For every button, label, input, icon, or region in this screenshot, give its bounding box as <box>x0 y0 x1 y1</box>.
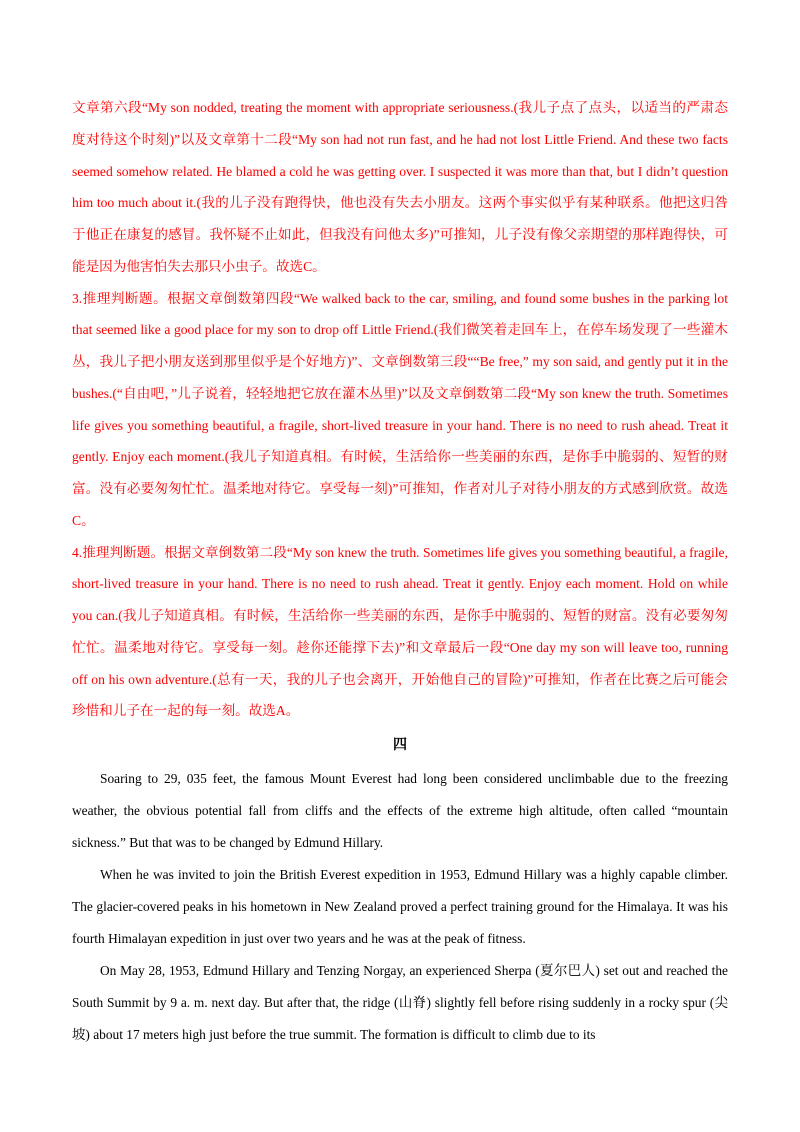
document-page <box>72 92 728 1051</box>
answer-para-2-continued: 文章第六段“My son nodded, treating the moment with appropriate seriousness.(我儿子点了点头，以适当的严肃态度对待这个时刻)”以及文章第十二段“My son had not run fast, and he had not lost Little Friend. And these two facts seemed somehow related. He blamed a cold he was getting over. I suspected it was more than that, but I didn’t question him too much about it.(我的儿子没有跑得快，他也没有失去小朋友。这两个事实似乎有某种联系。他把这归咎于他正在康复的感冒。我怀疑不止如此，但我没有问他太多)”可推知，儿子没有像父亲期望的那样跑得快，可能是因为他害怕失去那只小虫子。故选C。 <box>72 100 728 274</box>
passage-paragraph-1: Soaring to 29, 035 feet, the famous Mount Everest had long been considered unclimbable due to the freezing weather, the obvious potential fall from cliffs and the effects of the extreme high altitude, often called “mountain sickness.” But that was to be changed by Edmund Hillary. <box>72 771 728 850</box>
passage-paragraph-3: On May 28, 1953, Edmund Hillary and Tenzing Norgay, an experienced Sherpa (夏尔巴人) set out and reached the South Summit by 9 a. m. next day. But after that, the ridge (山脊) slightly fell before rising suddenly in a rocky spur (尖坡) about 17 meters high just before the true summit. The formation is difficult to climb due to its <box>72 963 728 1042</box>
section-heading: 四 <box>393 738 407 753</box>
answer-para-4: 4.推理判断题。根据文章倒数第二段“My son knew the truth. Sometimes life gives you something beautiful, a fragile, short-lived treasure in your hand. There is no need to rush ahead. Treat it gently. Enjoy each moment. Hold on while you can.(我儿子知道真相。有时候，生活给你一些美丽的东西，是你手中脆弱的、短暂的财富。没有必要匆匆忙忙。温柔地对待它。享受每一刻。趁你还能撑下去)”和文章最后一段“One day my son will leave too, running off on his own adventure.(总有一天，我的儿子也会离开，开始他自己的冒险)”可推知，作者在比赛之后可能会珍惜和儿子在一起的每一刻。故选A。 <box>72 544 728 719</box>
passage-paragraph-2: When he was invited to join the British Everest expedition in 1953, Edmund Hillary was a highly capable climber. The glacier-covered peaks in his hometown in New Zealand proved a perfect training ground for the Himalaya. It was his fourth Himalayan expedition in just over two years and he was at the peak of fitness. <box>72 867 728 946</box>
answer-explanations <box>72 92 728 727</box>
answer-para-3: 3.推理判断题。根据文章倒数第四段“We walked back to the car, smiling, and found some bushes in the parking lot that seemed like a good place for my son to drop off Little Friend.(我们微笑着走回车上，在停车场发现了一些灌木丛，我儿子把小朋友送到那里似乎是个好地方)”、文章倒数第三段““Be free,” my son said, and gently put it in the bushes.(“自由吧，”儿子说着，轻轻地把它放在灌木丛里)”以及文章倒数第二段“My son knew the truth. Sometimes life gives you something beautiful, a fragile, short-lived treasure in your hand. There is no need to rush ahead. Treat it gently. Enjoy each moment.(我儿子知道真相。有时候，生活给你一些美丽的东西，是你手中脆弱的、短暂的财富。没有必要匆匆忙忙。温柔地对待它。享受每一刻)”可推知，作者对儿子对待小朋友的方式感到欣赏。故选C。 <box>72 290 728 528</box>
reading-passage <box>72 763 728 1051</box>
